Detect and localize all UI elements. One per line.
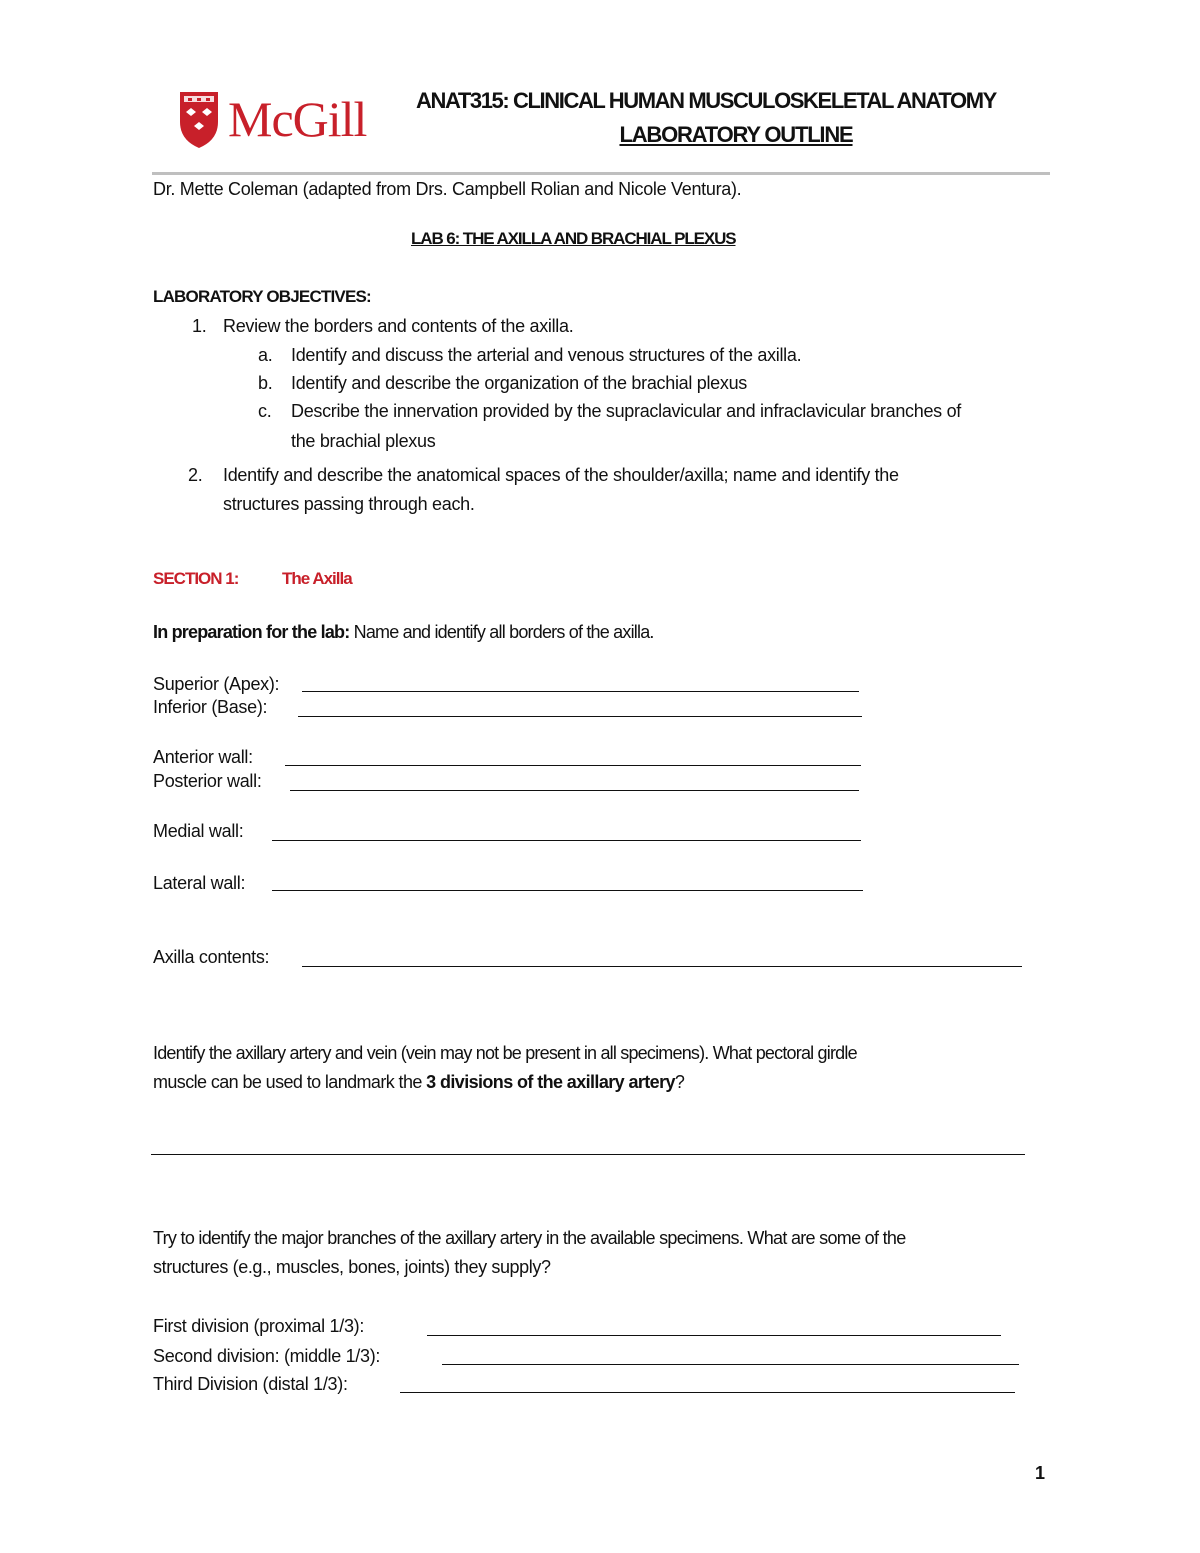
objective-number: 1.	[192, 316, 207, 336]
anterior-wall-label: Anterior wall:	[153, 747, 253, 767]
question1-answer-blank[interactable]	[151, 1154, 1025, 1155]
question2-line2: structures (e.g., muscles, bones, joints) they supply?	[153, 1257, 551, 1277]
objective-text: Identify and describe the anatomical spaces of the shoulder/axilla; name and identify the	[223, 465, 899, 485]
prep-instruction	[153, 621, 654, 643]
border-superior-label: Superior (Apex):	[153, 674, 280, 694]
objective-letter: b.	[258, 373, 273, 393]
author-line: Dr. Mette Coleman (adapted from Drs. Campbell Rolian and Nicole Ventura).	[153, 179, 742, 199]
prep-bold: In preparation for the lab:	[153, 622, 350, 642]
border-superior-blank[interactable]	[302, 691, 859, 692]
medial-wall-label: Medial wall:	[153, 821, 244, 841]
objective-text-cont: the brachial plexus	[291, 431, 436, 451]
mcgill-logo	[176, 88, 404, 154]
lateral-wall-blank[interactable]	[272, 890, 863, 891]
question1-line2	[153, 1071, 684, 1093]
question1-post: ?	[674, 1072, 685, 1092]
objective-text: Describe the innervation provided by the supraclavicular and infraclavicular branches of	[291, 401, 961, 421]
section-label: SECTION 1:	[153, 569, 239, 588]
border-inferior-label: Inferior (Base):	[153, 697, 268, 717]
objective-letter: a.	[258, 345, 273, 365]
lateral-wall-label: Lateral wall:	[153, 873, 246, 893]
question2-line1: Try to identify the major branches of the axillary artery in the available specimens. What are some of the	[153, 1228, 906, 1248]
course-title: ANAT315: CLINICAL HUMAN MUSCULOSKELETAL ANATOMY	[416, 88, 996, 113]
objective-letter: c.	[258, 401, 272, 421]
header-divider	[152, 172, 1050, 175]
question1-bold: 3 divisions of the axillary artery	[426, 1072, 675, 1092]
third-division-label: Third Division (distal 1/3):	[153, 1374, 348, 1394]
objective-text: Review the borders and contents of the axilla.	[223, 316, 574, 336]
objective-text: Identify and describe the organization of the brachial plexus	[291, 373, 748, 393]
third-division-blank[interactable]	[400, 1392, 1015, 1393]
page-number: 1	[1035, 1463, 1045, 1483]
second-division-label: Second division: (middle 1/3):	[153, 1346, 381, 1366]
question1-line1: Identify the axillary artery and vein (vein may not be present in all specimens). What pectoral girdle	[153, 1043, 857, 1063]
objectives-heading: LABORATORY OBJECTIVES:	[153, 287, 371, 306]
prep-text: Name and identify all borders of the axilla.	[349, 622, 654, 642]
first-division-label: First division (proximal 1/3):	[153, 1316, 365, 1336]
objective-number: 2.	[188, 465, 203, 485]
lab-title: LAB 6: THE AXILLA AND BRACHIAL PLEXUS	[411, 229, 736, 248]
posterior-wall-blank[interactable]	[290, 790, 859, 791]
second-division-blank[interactable]	[442, 1364, 1019, 1365]
medial-wall-blank[interactable]	[272, 840, 861, 841]
posterior-wall-label: Posterior wall:	[153, 771, 262, 791]
logo-wordmark: McGill	[228, 91, 367, 147]
question1-pre: muscle can be used to landmark the	[153, 1072, 427, 1092]
axilla-contents-blank[interactable]	[302, 966, 1022, 967]
first-division-blank[interactable]	[427, 1335, 1001, 1336]
outline-title: LABORATORY OUTLINE	[619, 122, 853, 147]
anterior-wall-blank[interactable]	[285, 765, 861, 766]
section-title: The Axilla	[282, 569, 352, 588]
objective-text-cont: structures passing through each.	[223, 494, 475, 514]
border-inferior-blank[interactable]	[298, 716, 862, 717]
axilla-contents-label: Axilla contents:	[153, 947, 270, 967]
objective-text: Identify and discuss the arterial and venous structures of the axilla.	[291, 345, 802, 365]
